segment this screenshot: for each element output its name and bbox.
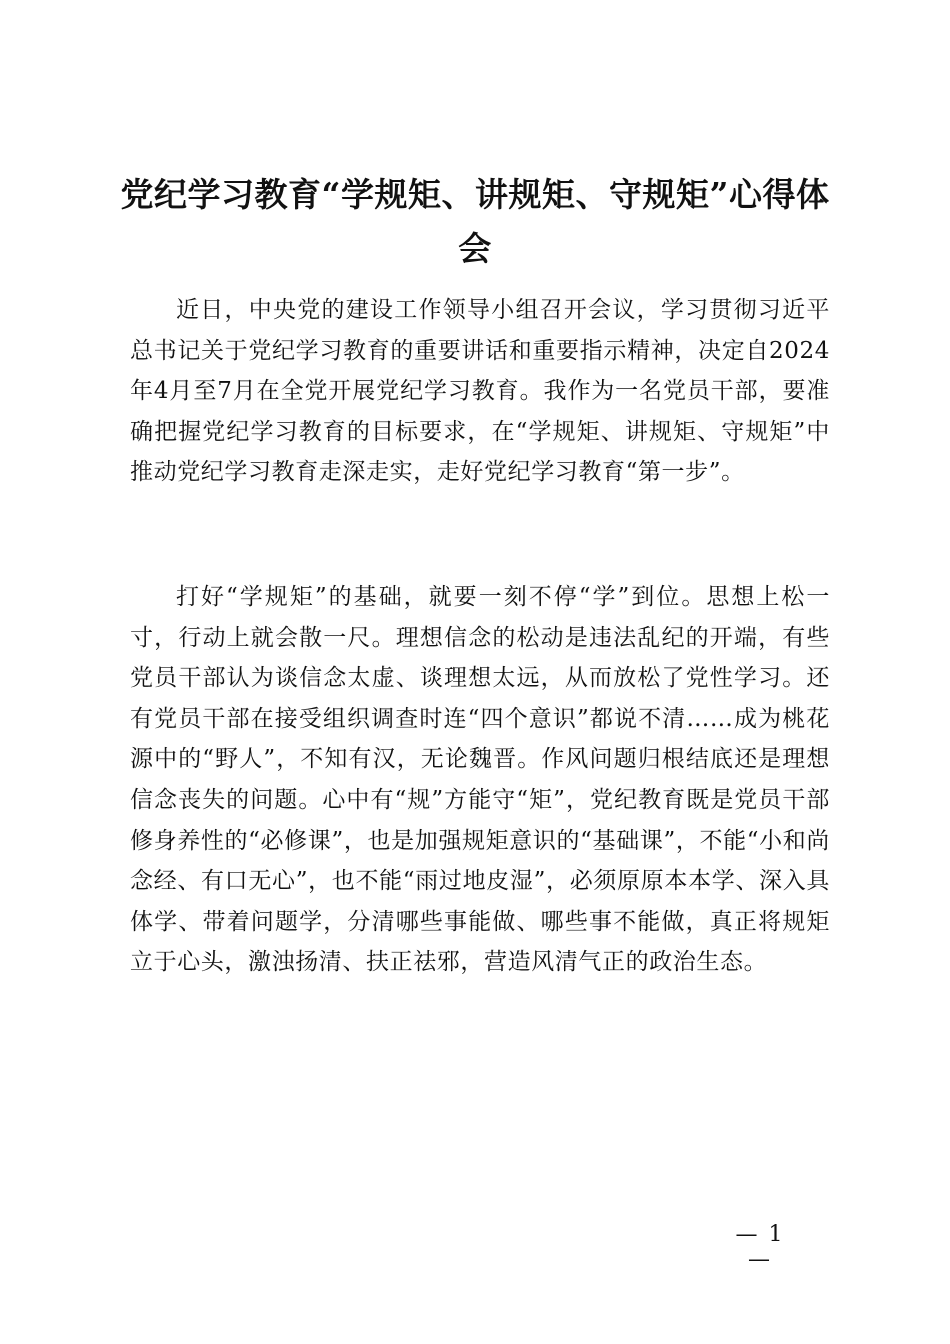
paragraph-2: 打好“学规矩”的基础，就要一刻不停“学”到位。思想上松一寸，行动上就会散一尺。理想信念的松动是违法乱纪的开端，有些党员干部认为谈信念太虚、谈理想太远，从而放松了党性学习。还有党员干部在接受组织调查时连“四个意识”都说不清……成为桃花源中的“野人”，不知有汉，无论魏晋。作风问题归根结底还是理想信念丧失的问题。心中有“规”方能守“矩”，党纪教育既是党员干部修身养性的“必修课”，也是加强规矩意识的“基础课”，不能“小和尚念经、有口无心”，也不能“雨过地皮湿”，必须原原本本学、深入具体学、带着问题学，分清哪些事能做、哪些事不能做，真正将规矩立于心头，激浊扬清、扶正祛邪，营造风清气正的政治生态。 bbox=[130, 584, 830, 976]
document-title: 党纪学习教育“学规矩、讲规矩、守规矩”心得体会 bbox=[120, 175, 830, 268]
page-number: — 1 — bbox=[735, 1222, 785, 1272]
paragraph-1: 近日，中央党的建设工作领导小组召开会议，学习贯彻习近平总书记关于党纪学习教育的重要讲话和重要指示精神，决定自2024年4月至7月在全党开展党纪学习教育。我作为一名党员干部，要准确把握党纪学习教育的目标要求，在“学规矩、讲规矩、守规矩”中推动党纪学习教育走深走实，走好党纪学习教育“第一步”。 bbox=[130, 297, 830, 486]
